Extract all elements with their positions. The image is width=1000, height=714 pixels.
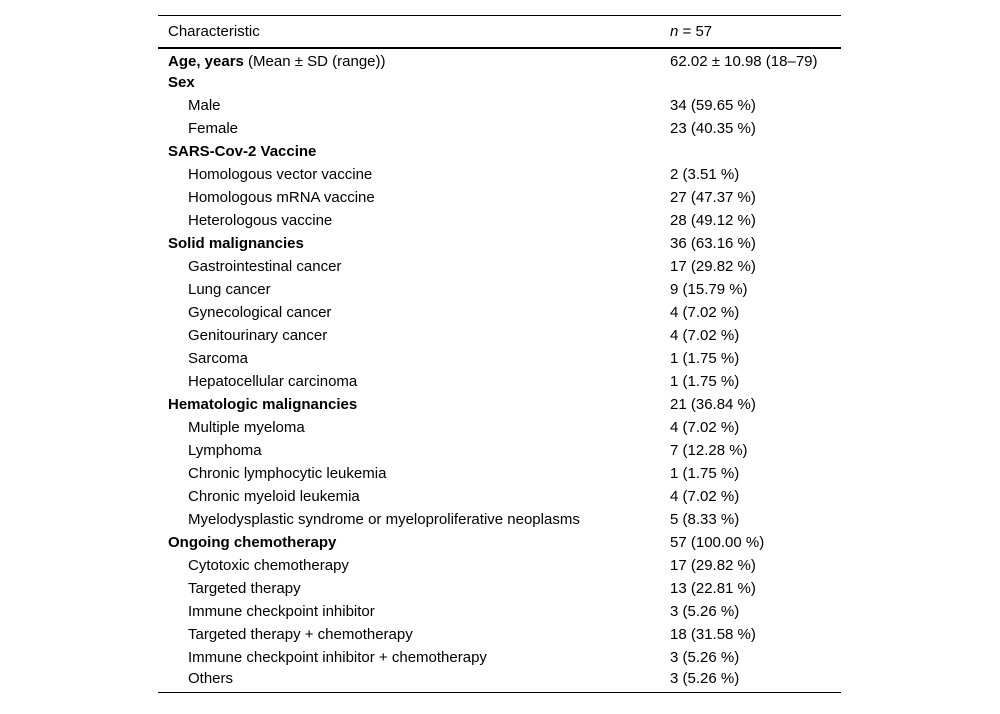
row-label: Chronic myeloid leukemia [188,488,360,505]
row-characteristic [158,393,670,416]
row-value: 23 (40.35 %) [670,120,756,137]
table-row [158,163,841,186]
row-label: Genitourinary cancer [188,327,328,344]
row-characteristic [158,163,670,186]
row-label: Age, years [168,52,244,70]
row-value: 4 (7.02 %) [670,327,740,344]
row-characteristic [158,301,670,324]
row-characteristic [158,186,670,209]
row-characteristic [158,370,670,393]
row-characteristic [158,623,670,646]
row-characteristic [158,324,670,347]
row-value: 34 (59.65 %) [670,97,756,114]
row-label: Chronic lymphocytic leukemia [188,465,387,482]
row-label: SARS-Cov-2 Vaccine [168,143,317,160]
table-row [158,646,841,669]
row-value: 57 (100.00 %) [670,534,765,551]
table-row [158,370,841,393]
row-value: 2 (3.51 %) [670,166,740,183]
table-row [158,347,841,370]
row-label: Myelodysplastic syndrome or myeloproliferative neoplasms [188,511,580,528]
row-characteristic [158,48,670,71]
row-value: 4 (7.02 %) [670,419,740,436]
row-value: 5 (8.33 %) [670,511,740,528]
row-characteristic [158,416,670,439]
row-label: Homologous vector vaccine [188,166,373,183]
table-row [158,439,841,462]
row-value: 17 (29.82 %) [670,557,756,574]
table-row [158,117,841,140]
table-row [158,508,841,531]
row-value: 4 (7.02 %) [670,304,740,321]
row-characteristic [158,439,670,462]
row-value [670,140,841,163]
table-row [158,462,841,485]
row-label: Immune checkpoint inhibitor + chemotherapy [188,649,487,666]
table-row [158,48,841,71]
table-row [158,485,841,508]
row-label: Sex [168,74,195,91]
row-characteristic [158,347,670,370]
table-row [158,209,841,232]
row-characteristic [158,485,670,508]
table-row [158,324,841,347]
row-label: Heterologous vaccine [188,212,333,229]
row-characteristic [158,71,670,94]
row-label: Immune checkpoint inhibitor [188,603,375,620]
row-label: Sarcoma [188,350,249,367]
row-label: Male [188,97,221,114]
row-label: Lymphoma [188,442,262,459]
row-characteristic [158,255,670,278]
table-row [158,577,841,600]
row-characteristic [158,531,670,554]
table-row [158,186,841,209]
row-value: 17 (29.82 %) [670,258,756,275]
table-row [158,278,841,301]
header-n-value: = 57 [678,23,713,40]
table-row [158,140,841,163]
row-label: Gynecological cancer [188,304,332,321]
row-characteristic [158,140,670,163]
row-characteristic [158,669,670,692]
row-value: 9 (15.79 %) [670,281,748,298]
table-body [158,48,841,692]
row-value: 1 (1.75 %) [670,373,740,390]
row-characteristic [158,462,670,485]
table-row [158,393,841,416]
row-label: Multiple myeloma [188,419,305,436]
table-row [158,669,841,692]
row-characteristic [158,209,670,232]
row-label: Targeted therapy [188,580,301,597]
row-label: Gastrointestinal cancer [188,258,342,275]
row-characteristic [158,232,670,255]
row-value: 3 (5.26 %) [670,649,740,666]
table-row [158,94,841,117]
row-value: 13 (22.81 %) [670,580,756,597]
table-row [158,301,841,324]
row-value: 4 (7.02 %) [670,488,740,505]
table-row [158,255,841,278]
table-row [158,71,841,94]
row-label: Cytotoxic chemotherapy [188,557,349,574]
row-value: 7 (12.28 %) [670,442,748,459]
header-characteristic: Characteristic [168,23,260,40]
row-value: 21 (36.84 %) [670,396,756,413]
table-row [158,416,841,439]
table-row [158,554,841,577]
row-value: 3 (5.26 %) [670,603,740,620]
table-row [158,623,841,646]
row-label-suffix: (Mean ± SD (range)) [243,52,386,70]
row-characteristic [158,554,670,577]
row-label: Targeted therapy + chemotherapy [188,626,413,643]
row-value: 27 (47.37 %) [670,189,756,206]
row-characteristic [158,577,670,600]
table-row [158,531,841,554]
row-value [670,71,841,94]
row-value: 3 (5.26 %) [670,670,740,688]
row-characteristic [158,117,670,140]
row-label: Homologous mRNA vaccine [188,189,375,206]
row-label: Others [188,670,234,688]
header-n [670,16,841,49]
table-header-row [158,16,841,49]
row-characteristic [158,508,670,531]
row-value: 1 (1.75 %) [670,350,740,367]
row-label: Female [188,120,239,137]
row-value: 1 (1.75 %) [670,465,740,482]
row-characteristic [158,646,670,669]
header-n-symbol: n [670,23,679,40]
row-label: Solid malignancies [168,235,304,252]
row-label: Hepatocellular carcinoma [188,373,358,390]
row-label: Hematologic malignancies [168,396,358,413]
row-label: Ongoing chemotherapy [168,534,337,551]
row-characteristic [158,278,670,301]
row-value: 18 (31.58 %) [670,626,756,643]
characteristics-table-container [158,15,841,693]
row-value: 36 (63.16 %) [670,235,756,252]
table-row [158,600,841,623]
table-row [158,232,841,255]
row-value: 28 (49.12 %) [670,212,756,229]
row-label: Lung cancer [188,281,271,298]
characteristics-table [158,15,841,693]
row-value: 62.02 ± 10.98 (18–79) [670,52,818,70]
row-characteristic [158,600,670,623]
row-characteristic [158,94,670,117]
